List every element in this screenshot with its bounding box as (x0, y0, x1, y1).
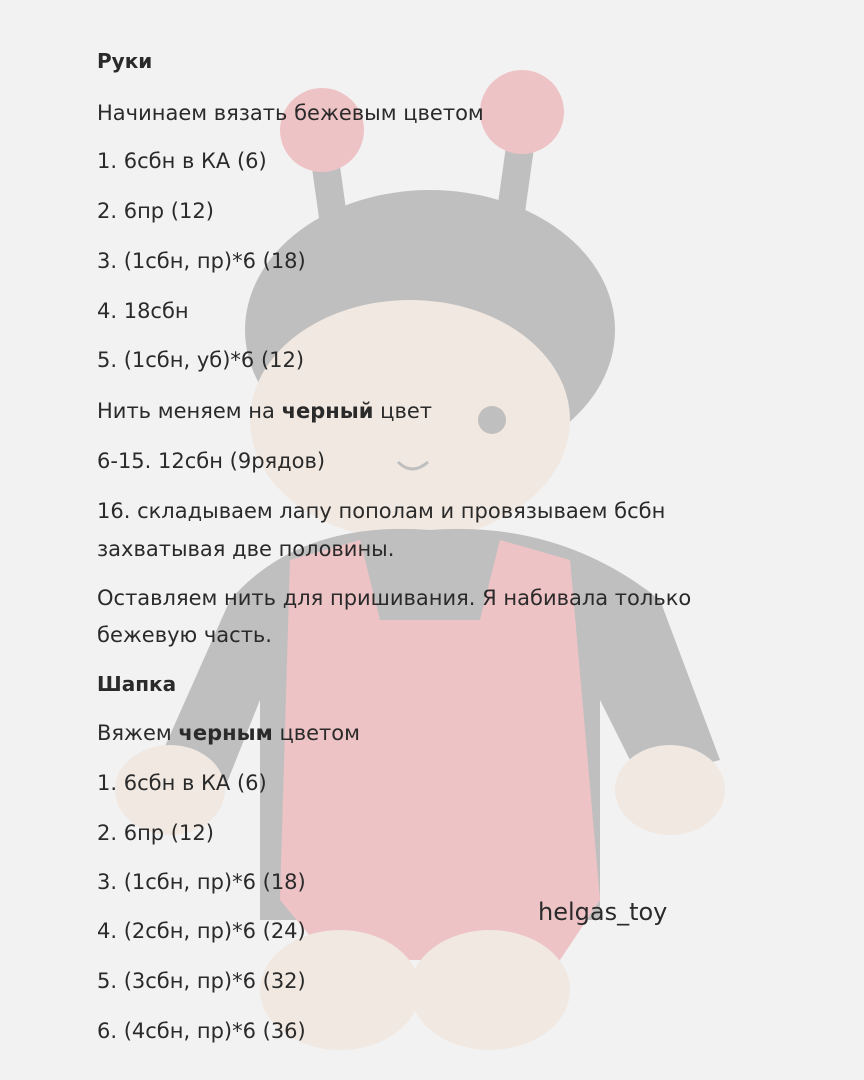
hat-row-3: 3. (1сбн, пр)*6 (18) (97, 870, 306, 894)
arms-row-16-line2: захватывая две половины. (97, 537, 395, 561)
arms-row-3: 3. (1сбн, пр)*6 (18) (97, 249, 306, 273)
arms-row-5: 5. (1сбн, уб)*6 (12) (97, 348, 305, 372)
color-change-before: Нить меняем на (97, 399, 282, 423)
color-change-after: цвет (373, 399, 432, 423)
watermark-text: helgas_toy (538, 898, 668, 926)
hat-intro (97, 720, 360, 746)
hat-intro-before: Вяжем (97, 721, 179, 745)
arms-note-line2: бежевую часть. (97, 623, 272, 647)
arms-row-1: 1. 6сбн в КА (6) (97, 149, 267, 173)
hat-row-5: 5. (3сбн, пр)*6 (32) (97, 969, 306, 993)
hat-row-6: 6. (4сбн, пр)*6 (36) (97, 1019, 306, 1043)
arms-color-change (97, 398, 432, 424)
color-change-bold: черный (281, 399, 374, 423)
section-title-arms: Руки (97, 49, 153, 73)
arms-row-6-15: 6-15. 12сбн (9рядов) (97, 449, 326, 473)
hat-row-1: 1. 6сбн в КА (6) (97, 771, 267, 795)
hat-intro-bold: черным (178, 721, 273, 745)
arms-row-4: 4. 18сбн (97, 299, 189, 323)
arms-row-16-line1: 16. складываем лапу пополам и провязываем бсбн (97, 499, 666, 523)
arms-note-line1: Оставляем нить для пришивания. Я набивала только (97, 586, 692, 610)
arms-intro: Начинаем вязать бежевым цветом (97, 101, 484, 125)
arms-row-2: 2. 6пр (12) (97, 199, 214, 223)
hat-row-2: 2. 6пр (12) (97, 821, 214, 845)
hat-intro-after: цветом (272, 721, 360, 745)
hat-row-4: 4. (2сбн, пр)*6 (24) (97, 919, 306, 943)
section-title-hat: Шапка (97, 672, 177, 696)
